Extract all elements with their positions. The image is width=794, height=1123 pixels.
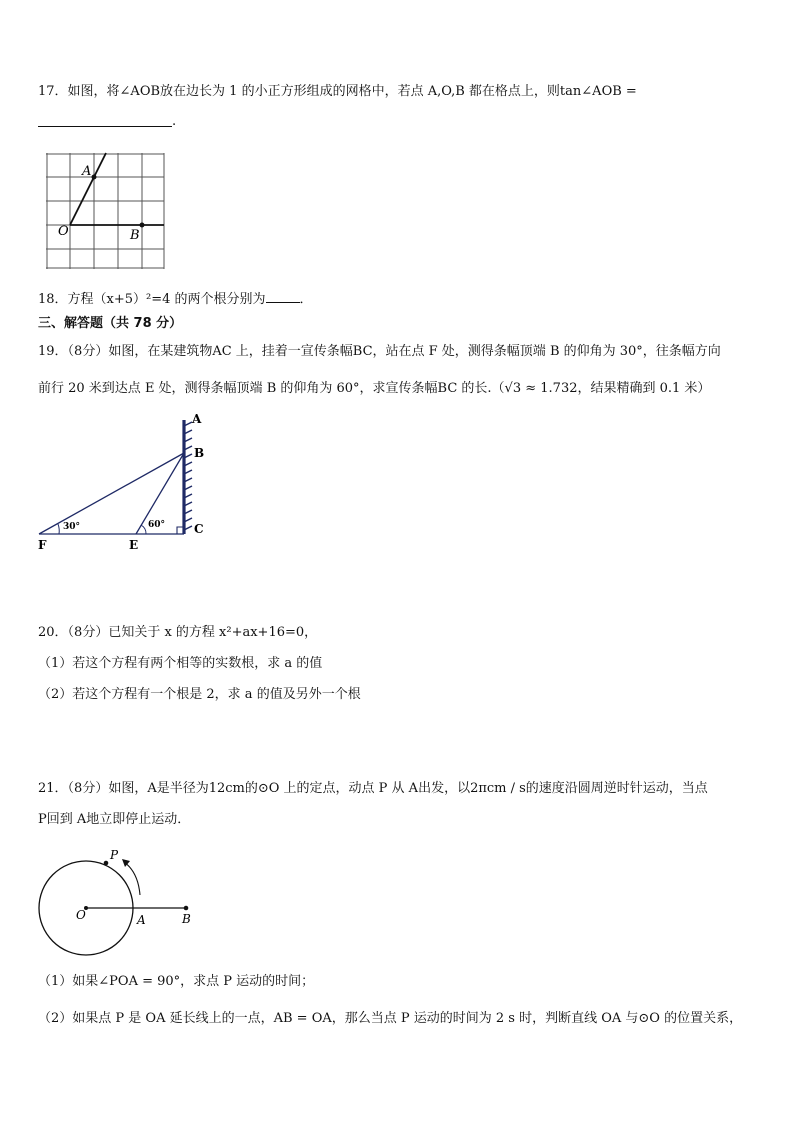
label-f: F	[38, 538, 47, 552]
q19-figure	[36, 412, 216, 552]
q19-text-line2: 前行 20 米到达点 E 处，测得条幅顶端 B 的仰角为 60°，求宣传条幅BC 的长.（√3 ≈ 1.732，结果精确到 0.1 米）	[38, 381, 711, 396]
label-a: A	[192, 412, 202, 426]
label-b: B	[130, 228, 140, 243]
label-o: O	[58, 224, 69, 239]
q21-part2: （2）如果点 P 是 OA 延长线上的一点，AB = OA，那么当点 P 运动的时间为 2 s 时，判断直线 OA 与⊙O 的位置关系，	[38, 1011, 743, 1026]
q17-period: .	[172, 114, 177, 129]
q17-answer-blank	[38, 116, 172, 127]
label-b: B	[194, 446, 205, 460]
label-c: C	[194, 522, 204, 536]
q21-text-line2: P回到 A地立即停止运动．	[38, 812, 191, 827]
angle-30-arc	[58, 524, 59, 534]
q18-prefix: 18．方程（x+5）²=4 的两个根分别为	[38, 292, 266, 307]
label-a: A	[137, 913, 146, 927]
label-e: E	[129, 538, 139, 552]
q19-text-line1: 19．（8分）如图，在某建筑物AC 上，挂着一宣传条幅BC，站在点 F 处，测得条幅顶端 B 的仰角为 30°，往条幅方向	[38, 344, 721, 359]
angle-60-label: 60°	[148, 520, 166, 530]
q18-text	[38, 291, 313, 308]
q18-answer-blank	[266, 291, 300, 303]
label-a: A	[82, 164, 92, 179]
rotation-arrow-arc	[124, 862, 140, 895]
q17-grid-figure	[46, 153, 166, 273]
point-p	[104, 861, 109, 866]
grid-lines	[46, 153, 164, 269]
q20-part2: （2）若这个方程有一个根是 2，求 a 的值及另外一个根	[38, 687, 361, 702]
angle-60-arc	[141, 525, 146, 534]
label-o: O	[76, 908, 86, 922]
q21-text-line1: 21．（8分）如图，A是半径为12cm的⊙O 上的定点，动点 P 从 A出发，以2πcm / s的速度沿圆周逆时针运动，当点	[38, 781, 708, 796]
angle-30-label: 30°	[63, 522, 81, 532]
label-p: P	[110, 848, 119, 862]
point-b	[184, 906, 189, 911]
q21-circle-figure	[36, 848, 216, 968]
point-b	[140, 223, 145, 228]
q18-suffix: ．	[299, 292, 313, 307]
q20-text: 20．（8分）已知关于 x 的方程 x²+ax+16=0，	[38, 625, 318, 640]
q21-part1: （1）如果∠POA = 90°，求点 P 运动的时间；	[38, 974, 315, 989]
q20-part1: （1）若这个方程有两个相等的实数根，求 a 的值	[38, 656, 323, 671]
ray-oa-extension	[94, 153, 106, 177]
label-b: B	[182, 912, 191, 926]
point-a	[92, 175, 97, 180]
section-title: 三、解答题（共 78 分）	[38, 316, 183, 331]
q17-text: 17．如图，将∠AOB放在边长为 1 的小正方形组成的网格中，若点 A,O,B 都在格点上，则tan∠AOB =	[38, 84, 637, 99]
